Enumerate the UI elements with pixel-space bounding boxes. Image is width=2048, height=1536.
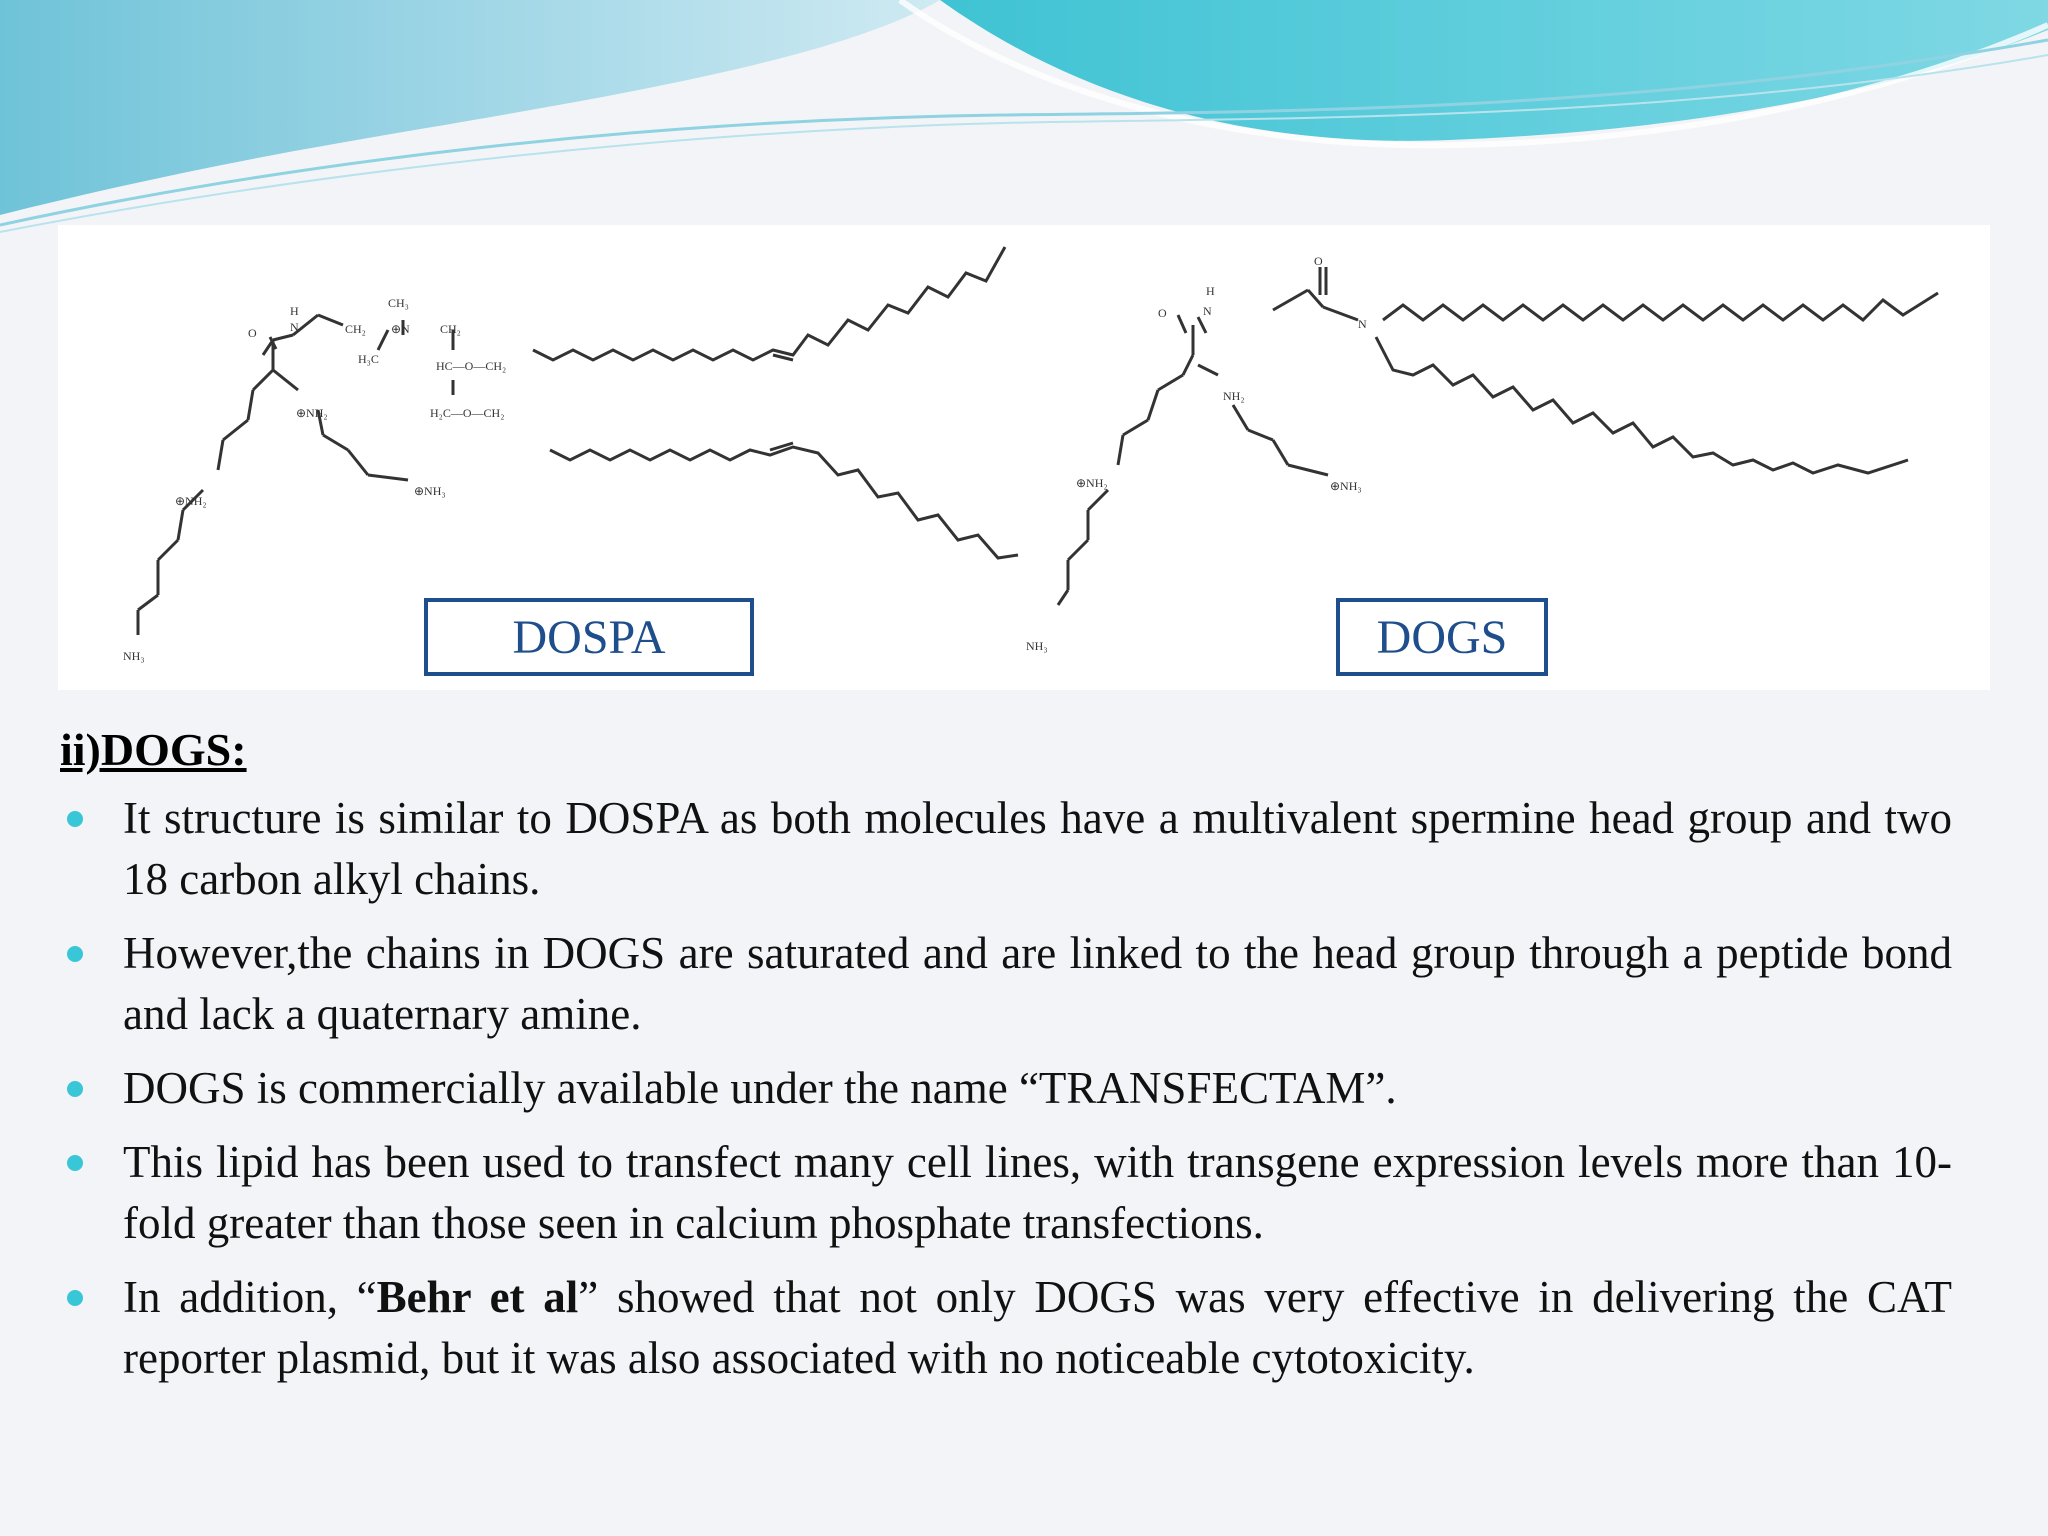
bullet-list bbox=[60, 788, 1960, 1389]
atom-o: O bbox=[248, 326, 257, 340]
bullet-text: DOGS is commercially available under the name “TRANSFECTAM”. bbox=[123, 1063, 1397, 1113]
atom-n: N bbox=[290, 320, 299, 334]
bullet-dot-icon bbox=[67, 946, 83, 962]
atom-h: H bbox=[1206, 284, 1215, 298]
bullet-item bbox=[60, 923, 1952, 1045]
atom-nh2-a: NH₂ bbox=[1223, 389, 1245, 403]
dogs-label: DOGS bbox=[1376, 610, 1508, 664]
atom-ch3: CH₃ bbox=[388, 296, 409, 310]
chemical-structures-figure bbox=[58, 225, 1990, 690]
bullet-text-post: ” showed that not only DOGS was very effective in delivering the CAT reporter plasmid, but it was also associated with no noticeable cytotoxicity. bbox=[123, 1272, 1952, 1383]
section-heading: ii)DOGS: bbox=[60, 724, 247, 775]
atom-nh2-b: ⊕NH₂ bbox=[175, 494, 207, 508]
dogs-label-box bbox=[1336, 598, 1548, 676]
dogs-atom-labels bbox=[1026, 254, 1367, 653]
dogs-structure bbox=[1058, 267, 1938, 605]
atom-o1: O bbox=[1158, 306, 1167, 320]
dospa-label-box bbox=[424, 598, 754, 676]
bullet-dot-icon bbox=[67, 811, 83, 827]
atom-hc-o: HC—O—CH₂ bbox=[436, 359, 507, 373]
atom-nh3-b: NH₃ bbox=[123, 649, 145, 663]
structures-svg bbox=[58, 225, 1990, 690]
atom-n1: N bbox=[1203, 304, 1212, 318]
bullet-item bbox=[60, 1132, 1952, 1254]
atom-nh3-b: NH₃ bbox=[1026, 639, 1048, 653]
atom-nh3-a: ⊕NH₃ bbox=[414, 484, 446, 498]
dospa-label: DOSPA bbox=[512, 610, 666, 664]
atom-h3c: H₃C bbox=[358, 352, 379, 366]
atom-nh2-a: ⊕NH₂ bbox=[296, 406, 328, 420]
atom-o2: O bbox=[1314, 254, 1323, 268]
bullet-dot-icon bbox=[67, 1081, 83, 1097]
bullet-item bbox=[60, 788, 1952, 910]
bullet-dot-icon bbox=[67, 1290, 83, 1306]
bullet-text: However,the chains in DOGS are saturated and are linked to the head group through a peptide bond and lack a quaternary amine. bbox=[123, 928, 1952, 1039]
atom-h2c-o: H₂C—O—CH₂ bbox=[430, 406, 505, 420]
atom-nh3-a: ⊕NH₃ bbox=[1330, 479, 1362, 493]
atom-nh2-b: ⊕NH₂ bbox=[1076, 476, 1108, 490]
dospa-structure bbox=[138, 247, 1018, 635]
citation-bold: Behr et al bbox=[376, 1272, 579, 1322]
atom-ch2-b: CH₂ bbox=[440, 322, 461, 336]
bullet-text: It structure is similar to DOSPA as both molecules have a multivalent spermine head group and two 18 carbon alkyl chains. bbox=[123, 793, 1952, 904]
atom-n2: N bbox=[1358, 317, 1367, 331]
atom-ch2-a: CH₂ bbox=[345, 322, 366, 336]
slide-content bbox=[60, 720, 1960, 1402]
bullet-item bbox=[60, 1058, 1952, 1119]
bullet-dot-icon bbox=[67, 1155, 83, 1171]
header-wave-decoration bbox=[0, 0, 2048, 240]
atom-h: H bbox=[290, 304, 299, 318]
atom-n-plus: ⊕N bbox=[391, 322, 410, 336]
bullet-text: This lipid has been used to transfect many cell lines, with transgene expression levels more than 10-fold greater than those seen in calcium phosphate transfections. bbox=[123, 1137, 1952, 1248]
bullet-text-pre: In addition, “ bbox=[123, 1272, 377, 1322]
bullet-item bbox=[60, 1267, 1952, 1389]
